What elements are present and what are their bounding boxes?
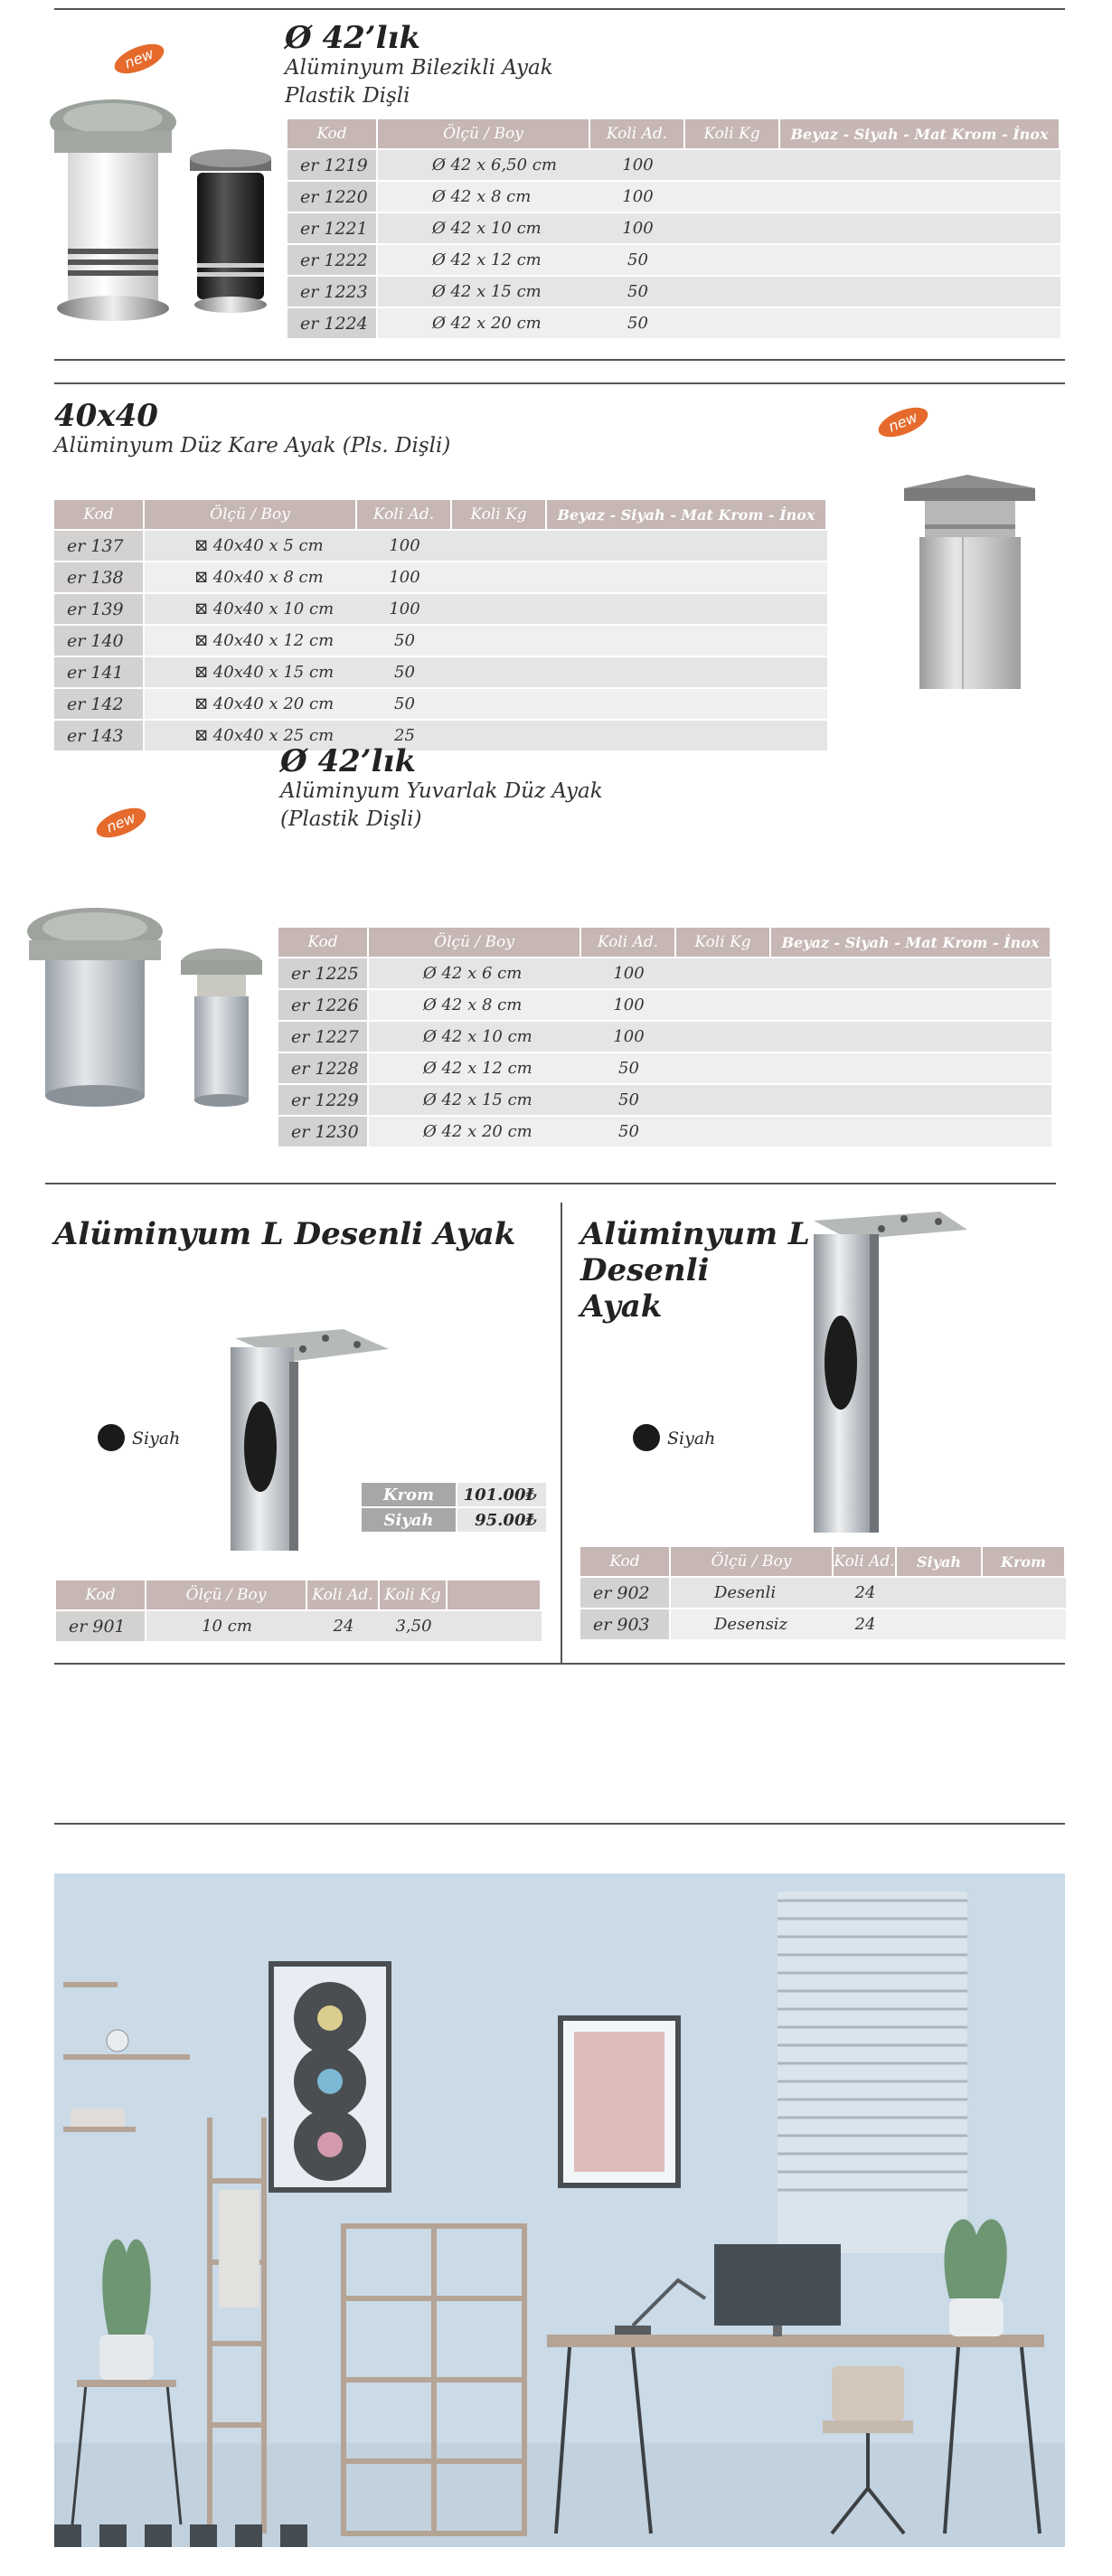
kod: er 1224 [287, 307, 378, 338]
kod: er 1223 [287, 275, 378, 307]
kare-ayak-image [900, 470, 1044, 696]
olcu: Desenli [671, 1576, 834, 1608]
col-kod: Kod [278, 928, 369, 957]
col-kod: Kod [287, 119, 378, 148]
col-olcu: Ölçü / Boy [146, 1581, 307, 1609]
new-badge: new [874, 401, 932, 443]
section4-title: Alüminyum L Desenli Ayak [54, 1216, 516, 1252]
color-label: Siyah [667, 1429, 716, 1448]
kod: er 1229 [278, 1083, 369, 1115]
price-label: Krom [362, 1481, 456, 1506]
koli: 24 [307, 1609, 380, 1641]
koli: 25 [357, 719, 452, 750]
col-olcu: Ölçü / Boy [145, 500, 357, 529]
kod: er 1220 [287, 180, 378, 212]
table-row [54, 592, 827, 624]
section1-subtitle-2: Plastik Dişli [285, 84, 410, 108]
table-row [54, 529, 827, 561]
table-row [278, 1052, 1051, 1083]
col-kod: Kod [54, 500, 145, 529]
color-swatch-siyah [633, 1424, 660, 1451]
price-row [362, 1481, 546, 1506]
koli: 100 [357, 561, 452, 592]
olcu: ⊠ 40x40 x 15 cm [145, 656, 357, 687]
kod: er 1227 [278, 1020, 369, 1052]
col-olcu: Ölçü / Boy [369, 928, 581, 957]
kod: er 137 [54, 529, 145, 561]
kod: er 143 [54, 719, 145, 750]
section5-table [580, 1547, 1066, 1639]
table-row [287, 212, 1060, 243]
col-olcu: Ölçü / Boy [671, 1547, 834, 1576]
section1-subtitle: Alüminyum Bilezikli Ayak [285, 56, 553, 80]
koli: 50 [357, 656, 452, 687]
olcu: Ø 42 x 20 cm [378, 307, 590, 338]
section1-table [287, 119, 1060, 338]
section5-title-line3: Ayak [580, 1288, 663, 1325]
koli: 24 [834, 1576, 897, 1608]
table-row [278, 957, 1051, 988]
col-koli-ad: Koli Ad. [357, 500, 452, 529]
section2-subtitle: Alüminyum Düz Kare Ayak (Pls. Dişli) [54, 434, 451, 458]
section3-subtitle: Alüminyum Yuvarlak Düz Ayak [280, 779, 603, 803]
table-row [278, 988, 1051, 1020]
color-swatch-siyah [98, 1424, 125, 1451]
col-olcu: Ölçü / Boy [378, 119, 590, 148]
olcu: Ø 42 x 6 cm [369, 957, 581, 988]
olcu: Desensiz [671, 1608, 834, 1639]
col-colors: Beyaz - Siyah - Mat Krom - İnox [780, 119, 1060, 148]
room-photo [54, 1873, 1065, 2547]
section2-title: 40x40 [54, 398, 158, 434]
olcu: Ø 42 x 10 cm [378, 212, 590, 243]
section5-title-line2: Desenli [580, 1252, 710, 1288]
table-row [54, 719, 827, 750]
col-colors: Beyaz - Siyah - Mat Krom - İnox [771, 928, 1051, 957]
col-kod: Kod [580, 1547, 671, 1576]
olcu: 10 cm [146, 1609, 307, 1641]
kod: er 901 [56, 1609, 146, 1641]
section1-title: Ø 42’lık [285, 20, 420, 56]
section3-table [278, 928, 1051, 1146]
kod: er 902 [580, 1576, 671, 1608]
kod: er 903 [580, 1608, 671, 1639]
table-row [580, 1576, 1066, 1608]
koli: 50 [590, 307, 685, 338]
section5-title-line1: Alüminyum L [580, 1216, 810, 1252]
col-koli-kg: Koli Kg [452, 500, 547, 529]
koli: 100 [590, 148, 685, 180]
bilezikli-ayak-image [45, 95, 289, 330]
divider [54, 8, 1065, 10]
divider [54, 1823, 1065, 1825]
olcu: Ø 42 x 15 cm [369, 1083, 581, 1115]
table-row [287, 275, 1060, 307]
kod: er 1222 [287, 243, 378, 275]
table-row [54, 561, 827, 592]
olcu: ⊠ 40x40 x 12 cm [145, 624, 357, 656]
price-value: 95.00₺ [456, 1506, 546, 1532]
col-siyah: Siyah [897, 1547, 983, 1576]
olcu: ⊠ 40x40 x 10 cm [145, 592, 357, 624]
divider [54, 382, 1065, 384]
divider [54, 359, 1065, 361]
table-row [287, 307, 1060, 338]
divider [54, 1663, 1065, 1665]
col-kod: Kod [56, 1581, 146, 1609]
col-koli-kg: Koli Kg [380, 1581, 448, 1609]
table-row [287, 148, 1060, 180]
koli: 50 [581, 1052, 676, 1083]
col-koli-ad: Koli Ad. [590, 119, 685, 148]
col-krom: Krom [983, 1547, 1066, 1576]
koli: 50 [590, 243, 685, 275]
koli: 50 [581, 1083, 676, 1115]
koli: 100 [357, 529, 452, 561]
col-empty [448, 1581, 542, 1609]
koli: 24 [834, 1608, 897, 1639]
table-row [287, 243, 1060, 275]
kod: er 1226 [278, 988, 369, 1020]
table-row [56, 1609, 542, 1641]
col-koli-kg: Koli Kg [685, 119, 780, 148]
kod: er 141 [54, 656, 145, 687]
olcu: Ø 42 x 12 cm [378, 243, 590, 275]
table-row [54, 624, 827, 656]
section3-subtitle-2: (Plastik Dişli) [280, 807, 422, 831]
divider [45, 1183, 1056, 1184]
section2-table [54, 500, 827, 750]
table-row [54, 687, 827, 719]
price-value: 101.00₺ [456, 1481, 546, 1506]
koli: 100 [357, 592, 452, 624]
koli: 100 [581, 957, 676, 988]
table-row [278, 1020, 1051, 1052]
col-colors: Beyaz - Siyah - Mat Krom - İnox [547, 500, 827, 529]
olcu: ⊠ 40x40 x 8 cm [145, 561, 357, 592]
col-koli-ad: Koli Ad. [581, 928, 676, 957]
price-label: Siyah [362, 1506, 456, 1532]
kod: er 138 [54, 561, 145, 592]
l-ayak-tall-image [796, 1207, 976, 1537]
koli: 50 [581, 1115, 676, 1146]
table-row [278, 1115, 1051, 1146]
new-badge: new [92, 802, 150, 844]
olcu: Ø 42 x 8 cm [378, 180, 590, 212]
price-table [362, 1481, 546, 1532]
olcu: Ø 42 x 20 cm [369, 1115, 581, 1146]
section4-table [56, 1581, 542, 1641]
olcu: Ø 42 x 15 cm [378, 275, 590, 307]
olcu: Ø 42 x 6,50 cm [378, 148, 590, 180]
table-row [278, 1083, 1051, 1115]
col-koli-ad: Koli Ad. [307, 1581, 380, 1609]
kod: er 1221 [287, 212, 378, 243]
olcu: ⊠ 40x40 x 5 cm [145, 529, 357, 561]
kod: er 142 [54, 687, 145, 719]
koli: 100 [581, 988, 676, 1020]
kod: er 140 [54, 624, 145, 656]
kod: er 1219 [287, 148, 378, 180]
col-koli-kg: Koli Kg [676, 928, 771, 957]
olcu: Ø 42 x 12 cm [369, 1052, 581, 1083]
section3-title: Ø 42’lık [280, 743, 416, 779]
koli: 50 [590, 275, 685, 307]
koli: 50 [357, 687, 452, 719]
kod: er 1225 [278, 957, 369, 988]
olcu: Ø 42 x 10 cm [369, 1020, 581, 1052]
olcu: ⊠ 40x40 x 25 cm [145, 719, 357, 750]
kod: er 139 [54, 592, 145, 624]
color-label: Siyah [132, 1429, 181, 1448]
kod: er 1228 [278, 1052, 369, 1083]
table-row [580, 1608, 1066, 1639]
olcu: Ø 42 x 8 cm [369, 988, 581, 1020]
koli: 100 [581, 1020, 676, 1052]
olcu: ⊠ 40x40 x 20 cm [145, 687, 357, 719]
koli: 100 [590, 212, 685, 243]
col-koli-ad: Koli Ad. [834, 1547, 897, 1576]
new-badge: new [110, 38, 168, 80]
koli: 100 [590, 180, 685, 212]
vertical-divider [561, 1203, 562, 1664]
kod: er 1230 [278, 1115, 369, 1146]
koli-kg: 3,50 [380, 1609, 448, 1641]
table-row [287, 180, 1060, 212]
table-row [54, 656, 827, 687]
koli: 50 [357, 624, 452, 656]
yuvarlak-ayak-image [18, 904, 271, 1121]
price-row [362, 1506, 546, 1532]
